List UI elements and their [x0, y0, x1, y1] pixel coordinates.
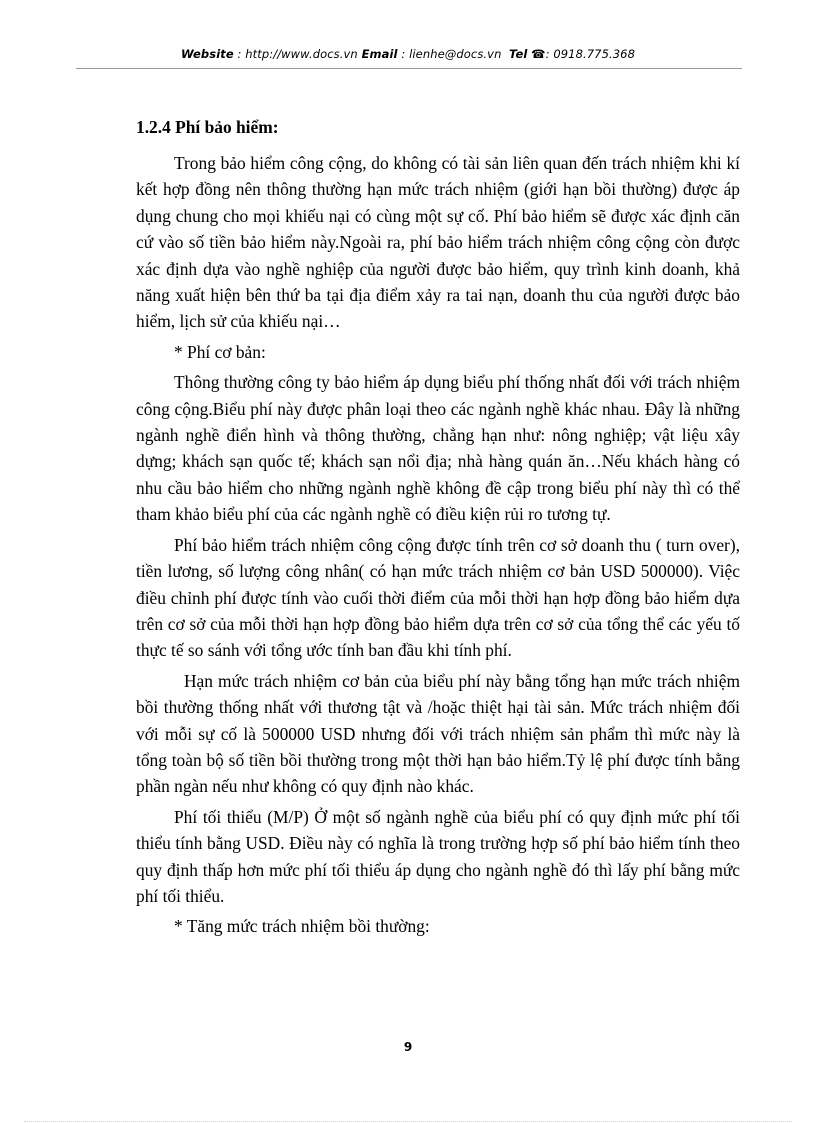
- email-separator: :: [397, 47, 410, 61]
- page-number: 9: [403, 1040, 413, 1054]
- document-body: [136, 114, 740, 944]
- website-separator: :: [233, 47, 246, 61]
- phone-icon: ☎: [531, 47, 546, 61]
- paragraph-liability-limit: Hạn mức trách nhiệm cơ bản của biểu phí này bằng tổng hạn mức trách nhiệm bồi thường thống nhất với thương tật và /hoặc thiệt hại tài sản. Mức trách nhiệm đối với mỗi sự cố là 500000 USD nhưng đối với trách nhiệm sản phẩm thì mức này là tổng toàn bộ số tiền bồi thường trong một thời hạn bảo hiểm.Tỷ lệ phí được tính bằng phần ngàn nếu như không có quy định nào khác.: [136, 670, 740, 797]
- tel-value: : 0918.775.368: [545, 47, 636, 61]
- page-header: [0, 47, 816, 61]
- header-divider: [76, 68, 742, 69]
- paragraph-turnover: Phí bảo hiểm trách nhiệm công cộng được tính trên cơ sở doanh thu ( turn over), tiền lương, số lượng công nhân( có hạn mức trách nhiệm cơ bản USD 500000). Việc điều chỉnh phí được tính vào cuối thời điểm của mỗi thời hạn hợp đồng bảo hiểm dựa trên cơ sở của mỗi thời hạn hợp đồng bảo hiểm dựa trên cơ sở của tổng thể các yếu tố thực tế so sánh với tổng ước tính ban đầu khi tính phí.: [136, 534, 740, 661]
- website-label: Website: [180, 47, 234, 61]
- email-value[interactable]: lienhe@docs.vn: [409, 47, 502, 61]
- paragraph-basic-fee: Thông thường công ty bảo hiểm áp dụng biểu phí thống nhất đối với trách nhiệm công cộng.Biểu phí này được phân loại theo các ngành nghề khác nhau. Đây là những ngành nghề điển hình và thông thường, chẳng hạn như: nông nghiệp; vật liệu xây dựng; khách sạn quốc tế; khách sạn nổi địa; nhà hàng quán ăn…Nếu khách hàng có nhu cầu bảo hiểm cho những ngành nghề không đề cập trong biểu phí này thì có thể tham khảo biểu phí của các ngành nghề có điều kiện rủi ro tương tự.: [136, 372, 740, 525]
- footer-divider: [24, 1121, 792, 1122]
- subheading-basic-fee: * Phí cơ bản:: [174, 341, 266, 362]
- paragraph-intro: Trong bảo hiểm công cộng, do không có tài sản liên quan đến trách nhiệm khi kí kết hợp đồng nên thông thường hạn mức trách nhiệm (giới hạn bồi thường) được áp dụng chung cho mọi khiếu nại có cùng một sự cố. Phí bảo hiểm sẽ được xác định căn cứ vào số tiền bảo hiểm này.Ngoài ra, phí bảo hiểm trách nhiệm công cộng còn được xác định dựa vào nghề nghiệp của người được bảo hiểm, quy trình kinh doanh, khả năng xuất hiện bên thứ ba tại địa điểm xảy ra tai nạn, doanh thu của người được bảo hiểm, lịch sử của khiếu nại…: [136, 153, 740, 332]
- tel-label: Tel: [509, 47, 528, 61]
- website-url[interactable]: http://www.docs.vn: [245, 47, 358, 61]
- paragraph-minimum-fee: Phí tối thiểu (M/P) Ở một số ngành nghề của biểu phí có quy định mức phí tối thiểu tính bằng USD. Điều này có nghĩa là trong trường hợp số phí bảo hiểm tính theo quy định thấp hơn mức phí tối thiểu áp dụng cho ngành nghề đó thì lấy phí bằng mức phí tối thiểu.: [136, 806, 740, 906]
- email-label: Email: [361, 47, 398, 61]
- section-heading: 1.2.4 Phí bảo hiểm:: [136, 117, 279, 137]
- subheading-increase-liability: * Tăng mức trách nhiệm bồi thường:: [174, 916, 430, 937]
